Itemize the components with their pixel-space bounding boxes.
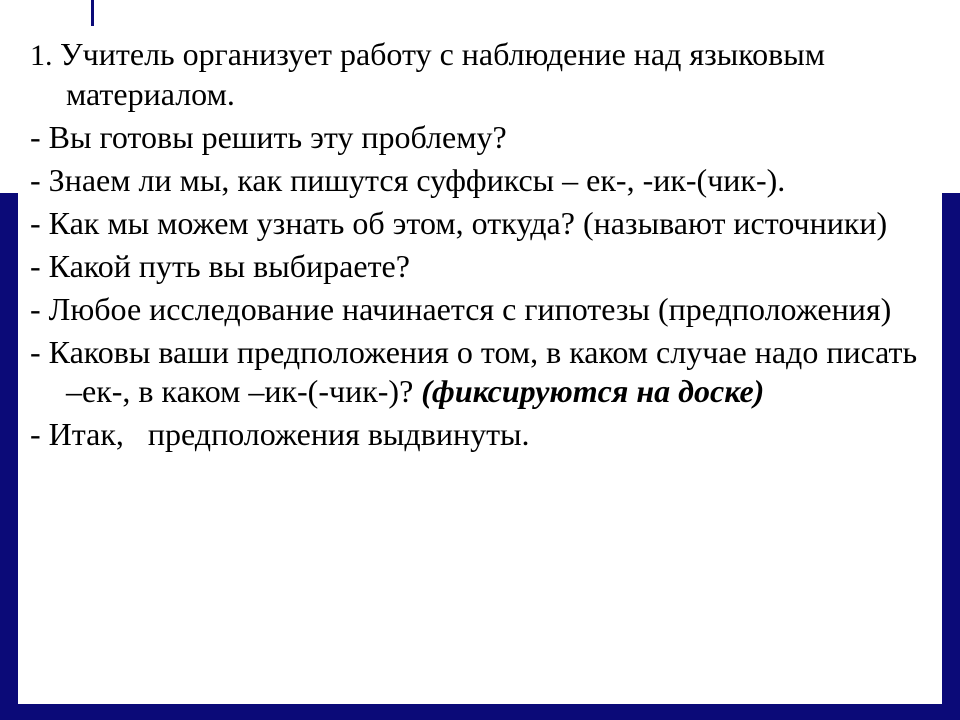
paragraph-7	[30, 333, 935, 411]
paragraph-1-text: Учитель организует работу с наблюдение над языковым материалом.	[60, 36, 834, 112]
paragraph-1	[30, 35, 935, 114]
paragraph-4: - Как мы можем узнать об этом, откуда? (называют источники)	[30, 205, 888, 241]
paragraph-3: - Знаем ли мы, как пишутся суффиксы – ек-, -ик-(чик-).	[30, 162, 786, 198]
paragraph-7-text: - Каковы ваши предположения о том, в каком случае надо писать –ек-, в каком –ик-(-чик-)?	[30, 334, 926, 409]
paragraph-6: - Любое исследование начинается с гипотезы (предположения)	[30, 291, 892, 327]
slide-text-list	[30, 35, 935, 458]
decorative-vertical-line	[91, 0, 94, 26]
paragraph-5: - Какой путь вы выбираете?	[30, 248, 410, 284]
paragraph-2: - Вы готовы решить эту проблему?	[30, 119, 507, 155]
paragraph-8: - Итак, предположения выдвинуты.	[30, 416, 530, 452]
paragraph-7-emphasis: (фиксируются на доске)	[421, 373, 765, 409]
paragraph-1-number: 1.	[30, 39, 60, 72]
